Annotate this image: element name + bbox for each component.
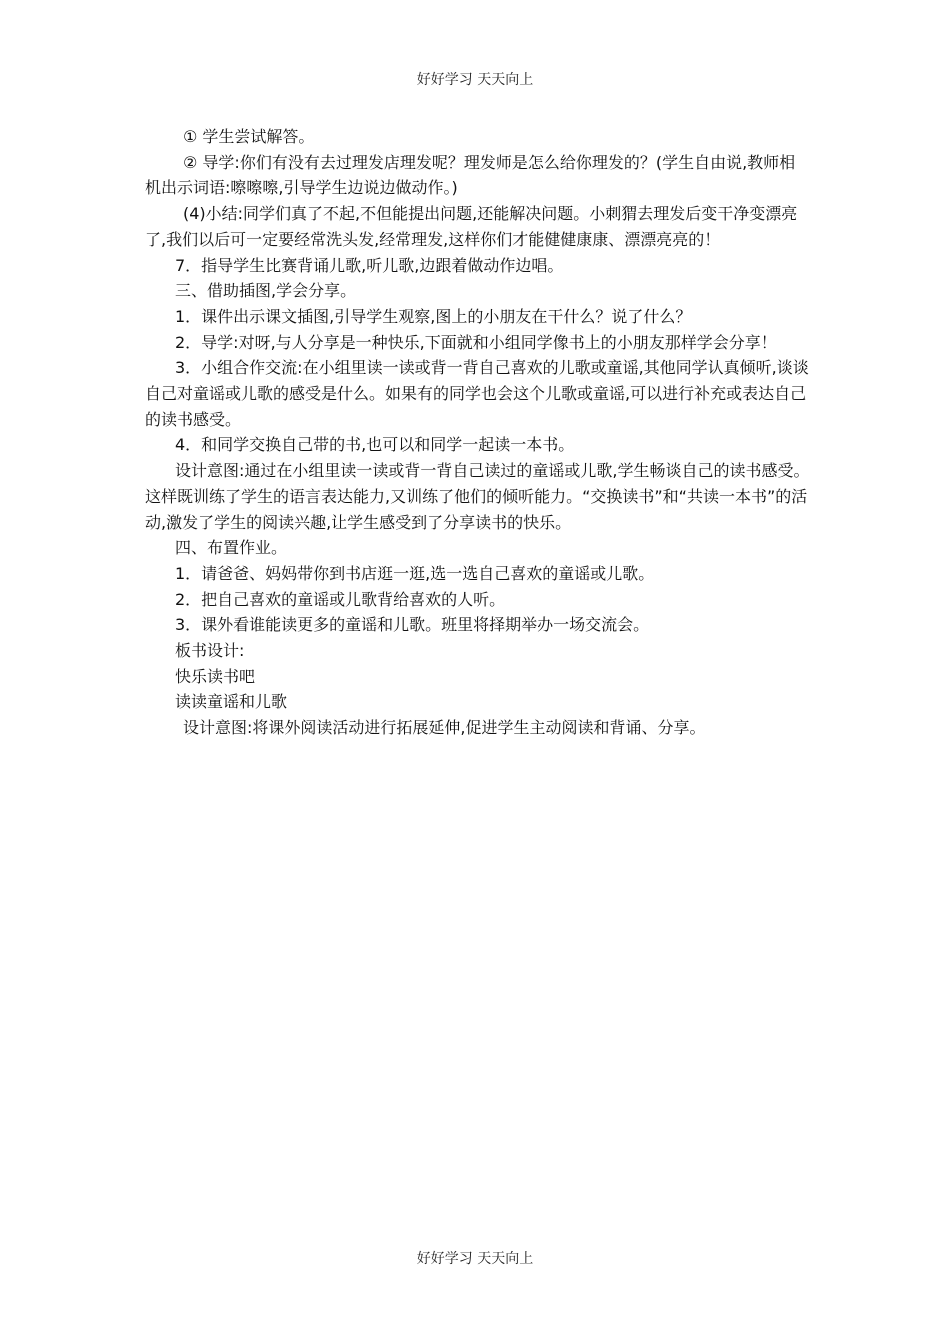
document-body [145, 124, 810, 741]
board-design-label: 板书设计: [175, 641, 245, 661]
paragraph: (4)小结:同学们真了不起,不但能提出问题,还能解决问题。小刺猬去理发后变干净变漂亮了,我们以后可一定要经常洗头发,经常理发,这样你们才能健健康康、漂漂亮亮的！ [145, 204, 798, 249]
section-heading: 三、借助插图,学会分享。 [175, 281, 357, 301]
board-line: 读读童谣和儿歌 [175, 692, 288, 712]
paragraph: ① 学生尝试解答。 [183, 127, 315, 146]
paragraph: 1．课件出示课文插图,引导学生观察,图上的小朋友在干什么？说了什么？ [175, 306, 692, 326]
page-header: 好好学习 天天向上 [416, 72, 534, 88]
paragraph: 3．课外看谁能读更多的童谣和儿歌。班里将择期举办一场交流会。 [175, 615, 650, 635]
design-intent: 设计意图:将课外阅读活动进行拓展延伸,促进学生主动阅读和背诵、分享。 [183, 718, 706, 738]
paragraph: 2．把自己喜欢的童谣或儿歌背给喜欢的人听。 [175, 589, 506, 609]
board-line: 快乐读书吧 [175, 666, 256, 686]
page-footer: 好好学习 天天向上 [416, 1251, 534, 1267]
paragraph: 1．请爸爸、妈妈带你到书店逛一逛,选一选自己喜欢的童谣或儿歌。 [175, 563, 655, 583]
paragraph: 3．小组合作交流:在小组里读一读或背一背自己喜欢的儿歌或童谣,其他同学认真倾听,谈谈自己对童谣或儿歌的感受是什么。如果有的同学也会这个儿歌或童谣,可以进行补充或表达自己的读书感受。 [145, 358, 809, 429]
paragraph: 7．指导学生比赛背诵儿歌,听儿歌,边跟着做动作边唱。 [175, 255, 564, 275]
paragraph: 2．导学:对呀,与人分享是一种快乐,下面就和小组同学像书上的小朋友那样学会分享！ [175, 332, 777, 352]
paragraph: 4．和同学交换自己带的书,也可以和同学一起读一本书。 [175, 435, 575, 455]
design-intent: 设计意图:通过在小组里读一读或背一背自己读过的童谣或儿歌,学生畅谈自己的读书感受。这样既训练了学生的语言表达能力,又训练了他们的倾听能力。“交换读书”和“共读一本书”的活动,激发了学生的阅读兴趣,让学生感受到了分享读书的快乐。 [145, 461, 810, 532]
section-heading: 四、布置作业。 [175, 538, 288, 558]
paragraph: ② 导学:你们有没有去过理发店理发呢？理发师是怎么给你理发的？(学生自由说,教师相机出示词语:嚓嚓嚓,引导学生边说边做动作。) [145, 152, 796, 198]
